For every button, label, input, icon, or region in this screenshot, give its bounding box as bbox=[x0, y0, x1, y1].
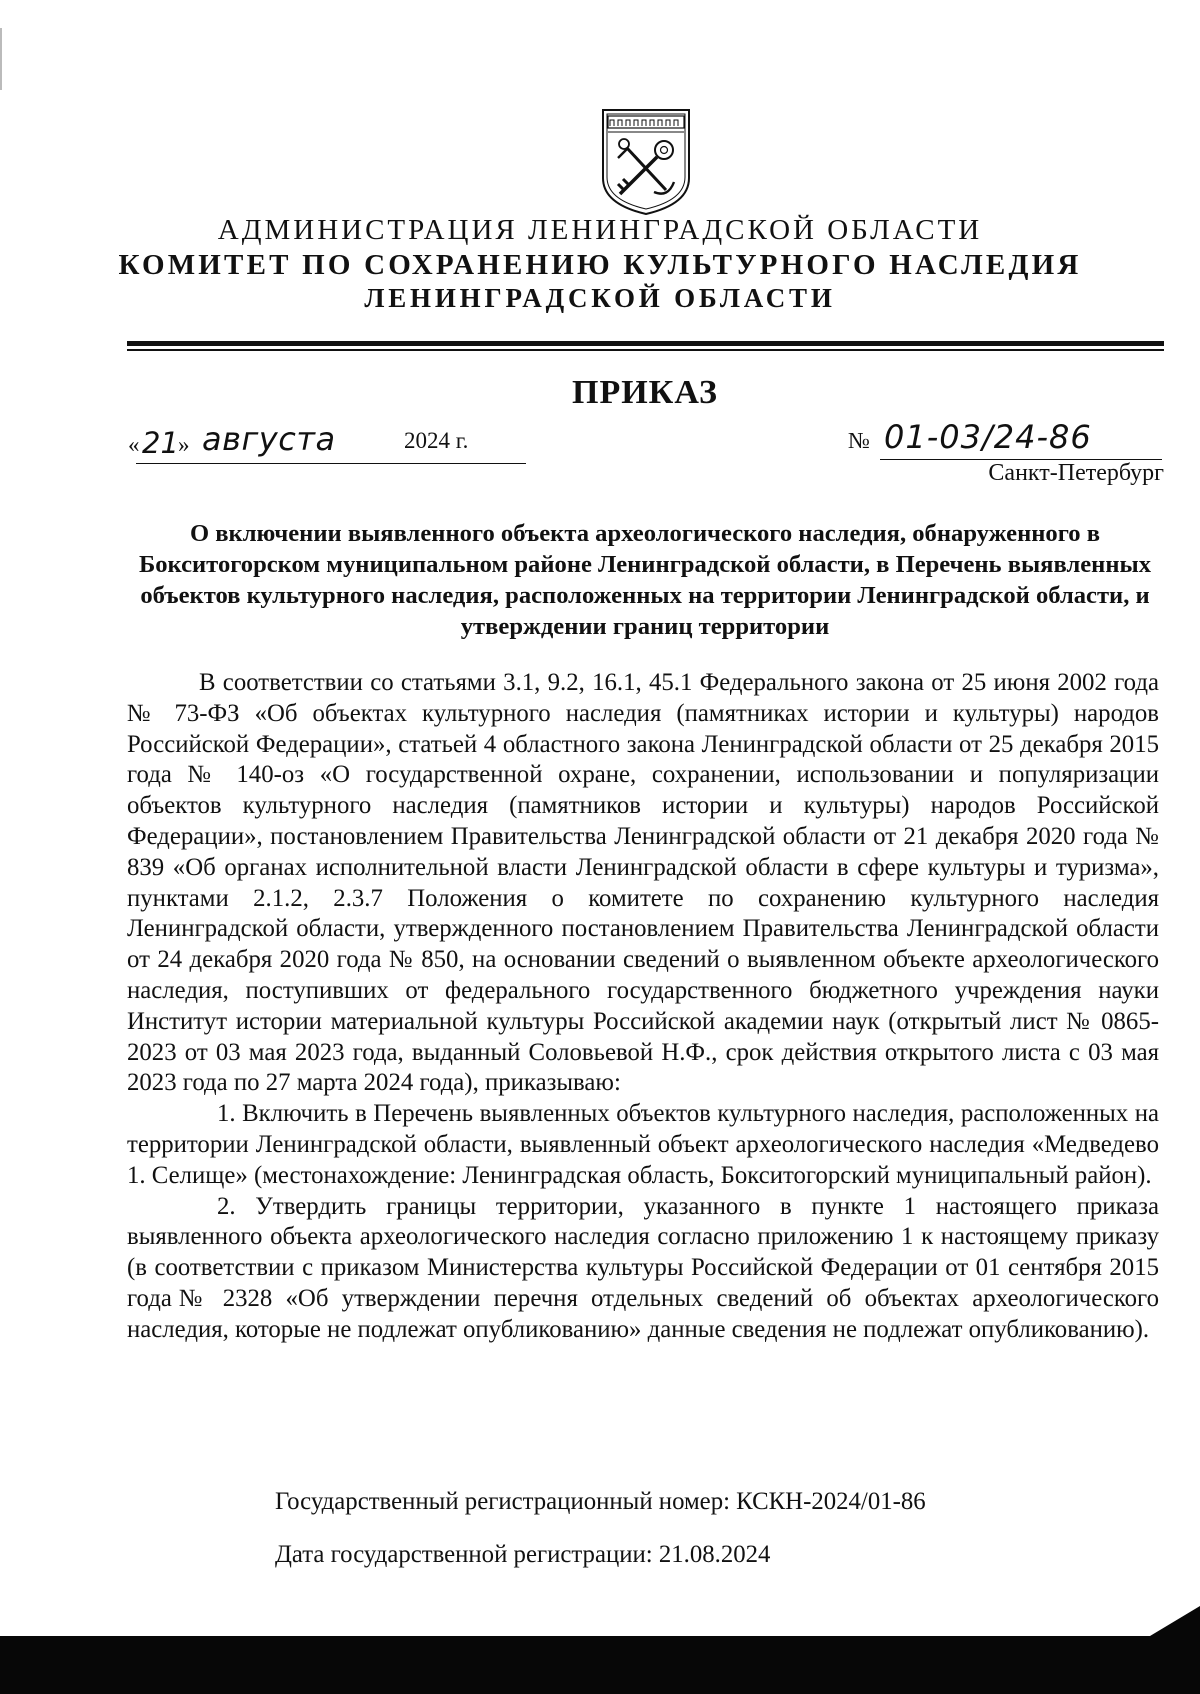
registration-number: Государственный регистрационный номер: КСКН-2024/01-86 bbox=[275, 1488, 926, 1515]
order-number bbox=[848, 414, 1160, 460]
header-divider-thick bbox=[127, 341, 1164, 346]
date-close-quote: » bbox=[178, 432, 190, 457]
order-item-1: 1. Включить в Перечень выявленных объектов культурного наследия, расположенных на территории Ленинградской области, выявленный объект археологического наследия «Медведево 1. Селище» (местонахождение: Ленинградская область, Бокситогорский муниципальный район). bbox=[127, 1100, 1159, 1189]
date-underline bbox=[136, 463, 526, 465]
date-open-quote: « bbox=[128, 432, 140, 457]
registration-date: Дата государственной регистрации: 21.08.2024 bbox=[275, 1541, 771, 1568]
document-type-heading: ПРИКАЗ bbox=[572, 374, 718, 411]
coat-of-arms-icon bbox=[598, 108, 694, 216]
city: Санкт-Петербург bbox=[988, 460, 1164, 486]
org-name-line-1: АДМИНИСТРАЦИЯ ЛЕНИНГРАДСКОЙ ОБЛАСТИ bbox=[217, 214, 983, 246]
org-name-line-2: КОМИТЕТ ПО СОХРАНЕНИЮ КУЛЬТУРНОГО НАСЛЕДИЯ bbox=[118, 249, 1082, 281]
order-item-2: 2. Утвердить границы территории, указанного в пункте 1 настоящего приказа выявленного объекта археологического наследия согласно приложению 1 к настоящему приказу (в соответствии с приказом Министерства культуры Российской Федерации от 01 сентября 2015 года№ 2328 «Об утверждении перечня отдельных сведений об объектах археологического наследия, которые не подлежат опубликованию» данные сведения не подлежат опубликованию). bbox=[127, 1192, 1159, 1343]
order-number-handwritten: 01-03/24-86 bbox=[884, 418, 1092, 456]
preamble-paragraph: В соответствии со статьями 3.1, 9.2, 16.1, 45.1 Федерального закона от 25 июня 2002 года № 73-ФЗ «Об объектах культурного наследия (памятниках истории и культуры) народов Российской Федерации», статьей 4 областного закона Ленинградской области от 25 декабря 2015 года № 140-оз «О государственной охране, сохранении, использовании и популяризации объектов культурного наследия (памятников истории и культуры) народов Российской Федерации», постановлением Правительства Ленинградской области от 21 декабря 2020 года № 839 «Об органах исполнительной власти Ленинградской области в сфере культуры и туризма», пунктами 2.1.2, 2.3.7 Положения о комитете по сохранению культурного наследия Ленинградской области, утвержденного постановлением Правительства Ленинградской области от 24 декабря 2020 года № 850, на основании сведений о выявленном объекте археологического наследия, поступивших от федерального государственного бюджетного учреждения науки Институт истории материальной культуры Российской академии наук (открытый лист № 0865-2023 от 03 мая 2023 года, выданный Соловьевой Н.Ф., срок действия открытого листа с 03 мая 2023 года по 27 марта 2024 года), приказываю: bbox=[127, 669, 1159, 1097]
scan-shadow-band bbox=[0, 1636, 1200, 1694]
date-year: 2024 г. bbox=[404, 428, 469, 453]
order-body bbox=[127, 668, 1159, 1346]
scan-edge-mark bbox=[0, 28, 2, 90]
date-day-handwritten: 21 bbox=[142, 426, 179, 460]
scan-shadow-corner bbox=[1150, 1606, 1200, 1636]
org-name-line-3: ЛЕНИНГРАДСКОЙ ОБЛАСТИ bbox=[364, 283, 836, 313]
order-title: О включении выявленного объекта археологического наследия, обнаруженного в Бокситогорском муниципальном районе Ленинградской области, в Перечень выявленных объектов культурного наследия, расположенных на территории Ленинградской области, и утверждении границ территории bbox=[138, 520, 1152, 640]
order-number-label: № bbox=[848, 428, 870, 453]
header-divider-thin bbox=[127, 349, 1164, 351]
date-month-handwritten: августа bbox=[202, 420, 336, 458]
